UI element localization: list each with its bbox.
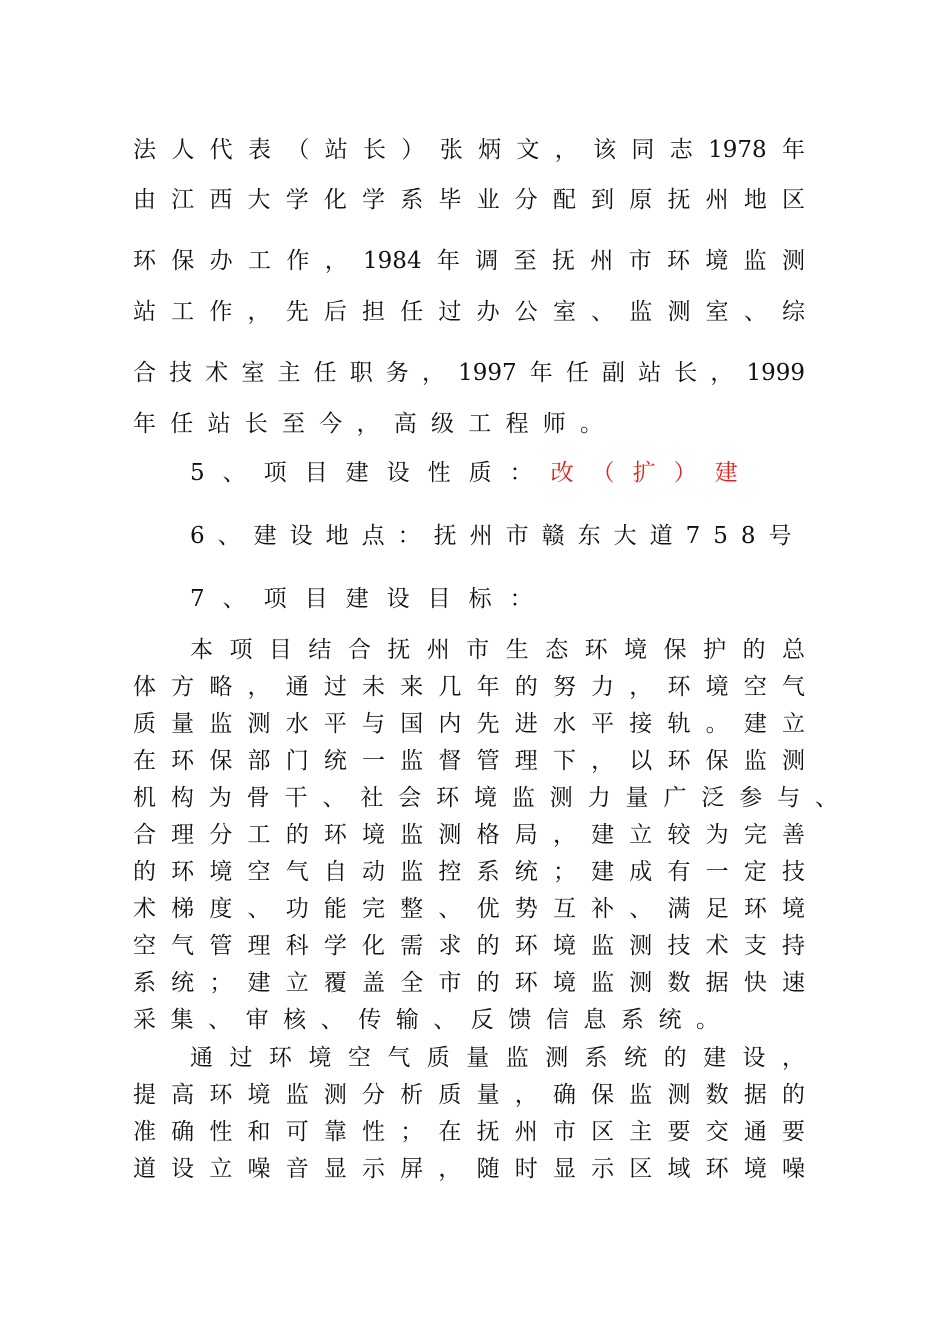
text-line: 系统；建立覆盖全市的环境监测数据快速 bbox=[133, 970, 805, 996]
item-5-line bbox=[190, 459, 756, 487]
text-line: 道设立噪音显示屏，随时显示区域环境噪 bbox=[133, 1156, 805, 1182]
paragraph-first-line: 通过环境空气质量监测系统的建设， bbox=[190, 1045, 805, 1071]
text-line: 机构为骨干、社会环境监测力量广泛参与、 bbox=[133, 785, 838, 811]
text-line: 年任站长至今，高级工程师。 bbox=[133, 411, 603, 437]
text-line: 的环境空气自动监控系统；建成有一定技 bbox=[133, 859, 805, 885]
text-line: 体方略，通过未来几年的努力，环境空气 bbox=[133, 674, 805, 700]
text-line: 环保办工作，1984年调至抚州市环境监测 bbox=[133, 248, 805, 274]
text-line: 在环保部门统一监督管理下，以环保监测 bbox=[133, 748, 805, 774]
item-6-line: 6、建设地点：抚州市赣东大道758号 bbox=[190, 523, 805, 549]
text-line: 准确性和可靠性；在抚州市区主要交通要 bbox=[133, 1119, 805, 1145]
text-line: 由江西大学化学系毕业分配到原抚州地区 bbox=[133, 187, 805, 213]
text-line: 提高环境监测分析质量，确保监测数据的 bbox=[133, 1082, 805, 1108]
text-line: 合理分工的环境监测格局，建立较为完善 bbox=[133, 822, 805, 848]
item-5-label: 5、项目建设性质： bbox=[190, 460, 551, 486]
item-7-line: 7、项目建设目标： bbox=[190, 586, 551, 612]
text-line: 法人代表（站长）张炳文，该同志1978年 bbox=[133, 137, 805, 163]
text-line: 空气管理科学化需求的环境监测技术支持 bbox=[133, 933, 805, 959]
text-line: 站工作，先后担任过办公室、监测室、综 bbox=[133, 299, 805, 325]
text-line: 采集、审核、传输、反馈信息系统。 bbox=[133, 1007, 719, 1033]
item-5-value: 改（扩）建 bbox=[550, 460, 756, 486]
text-line: 合技术室主任职务，1997年任副站长，1999 bbox=[133, 360, 805, 386]
text-line: 质量监测水平与国内先进水平接轨。建立 bbox=[133, 711, 805, 737]
paragraph-first-line: 本项目结合抚州市生态环境保护的总 bbox=[190, 637, 805, 663]
text-line: 术梯度、功能完整、优势互补、满足环境 bbox=[133, 896, 805, 922]
